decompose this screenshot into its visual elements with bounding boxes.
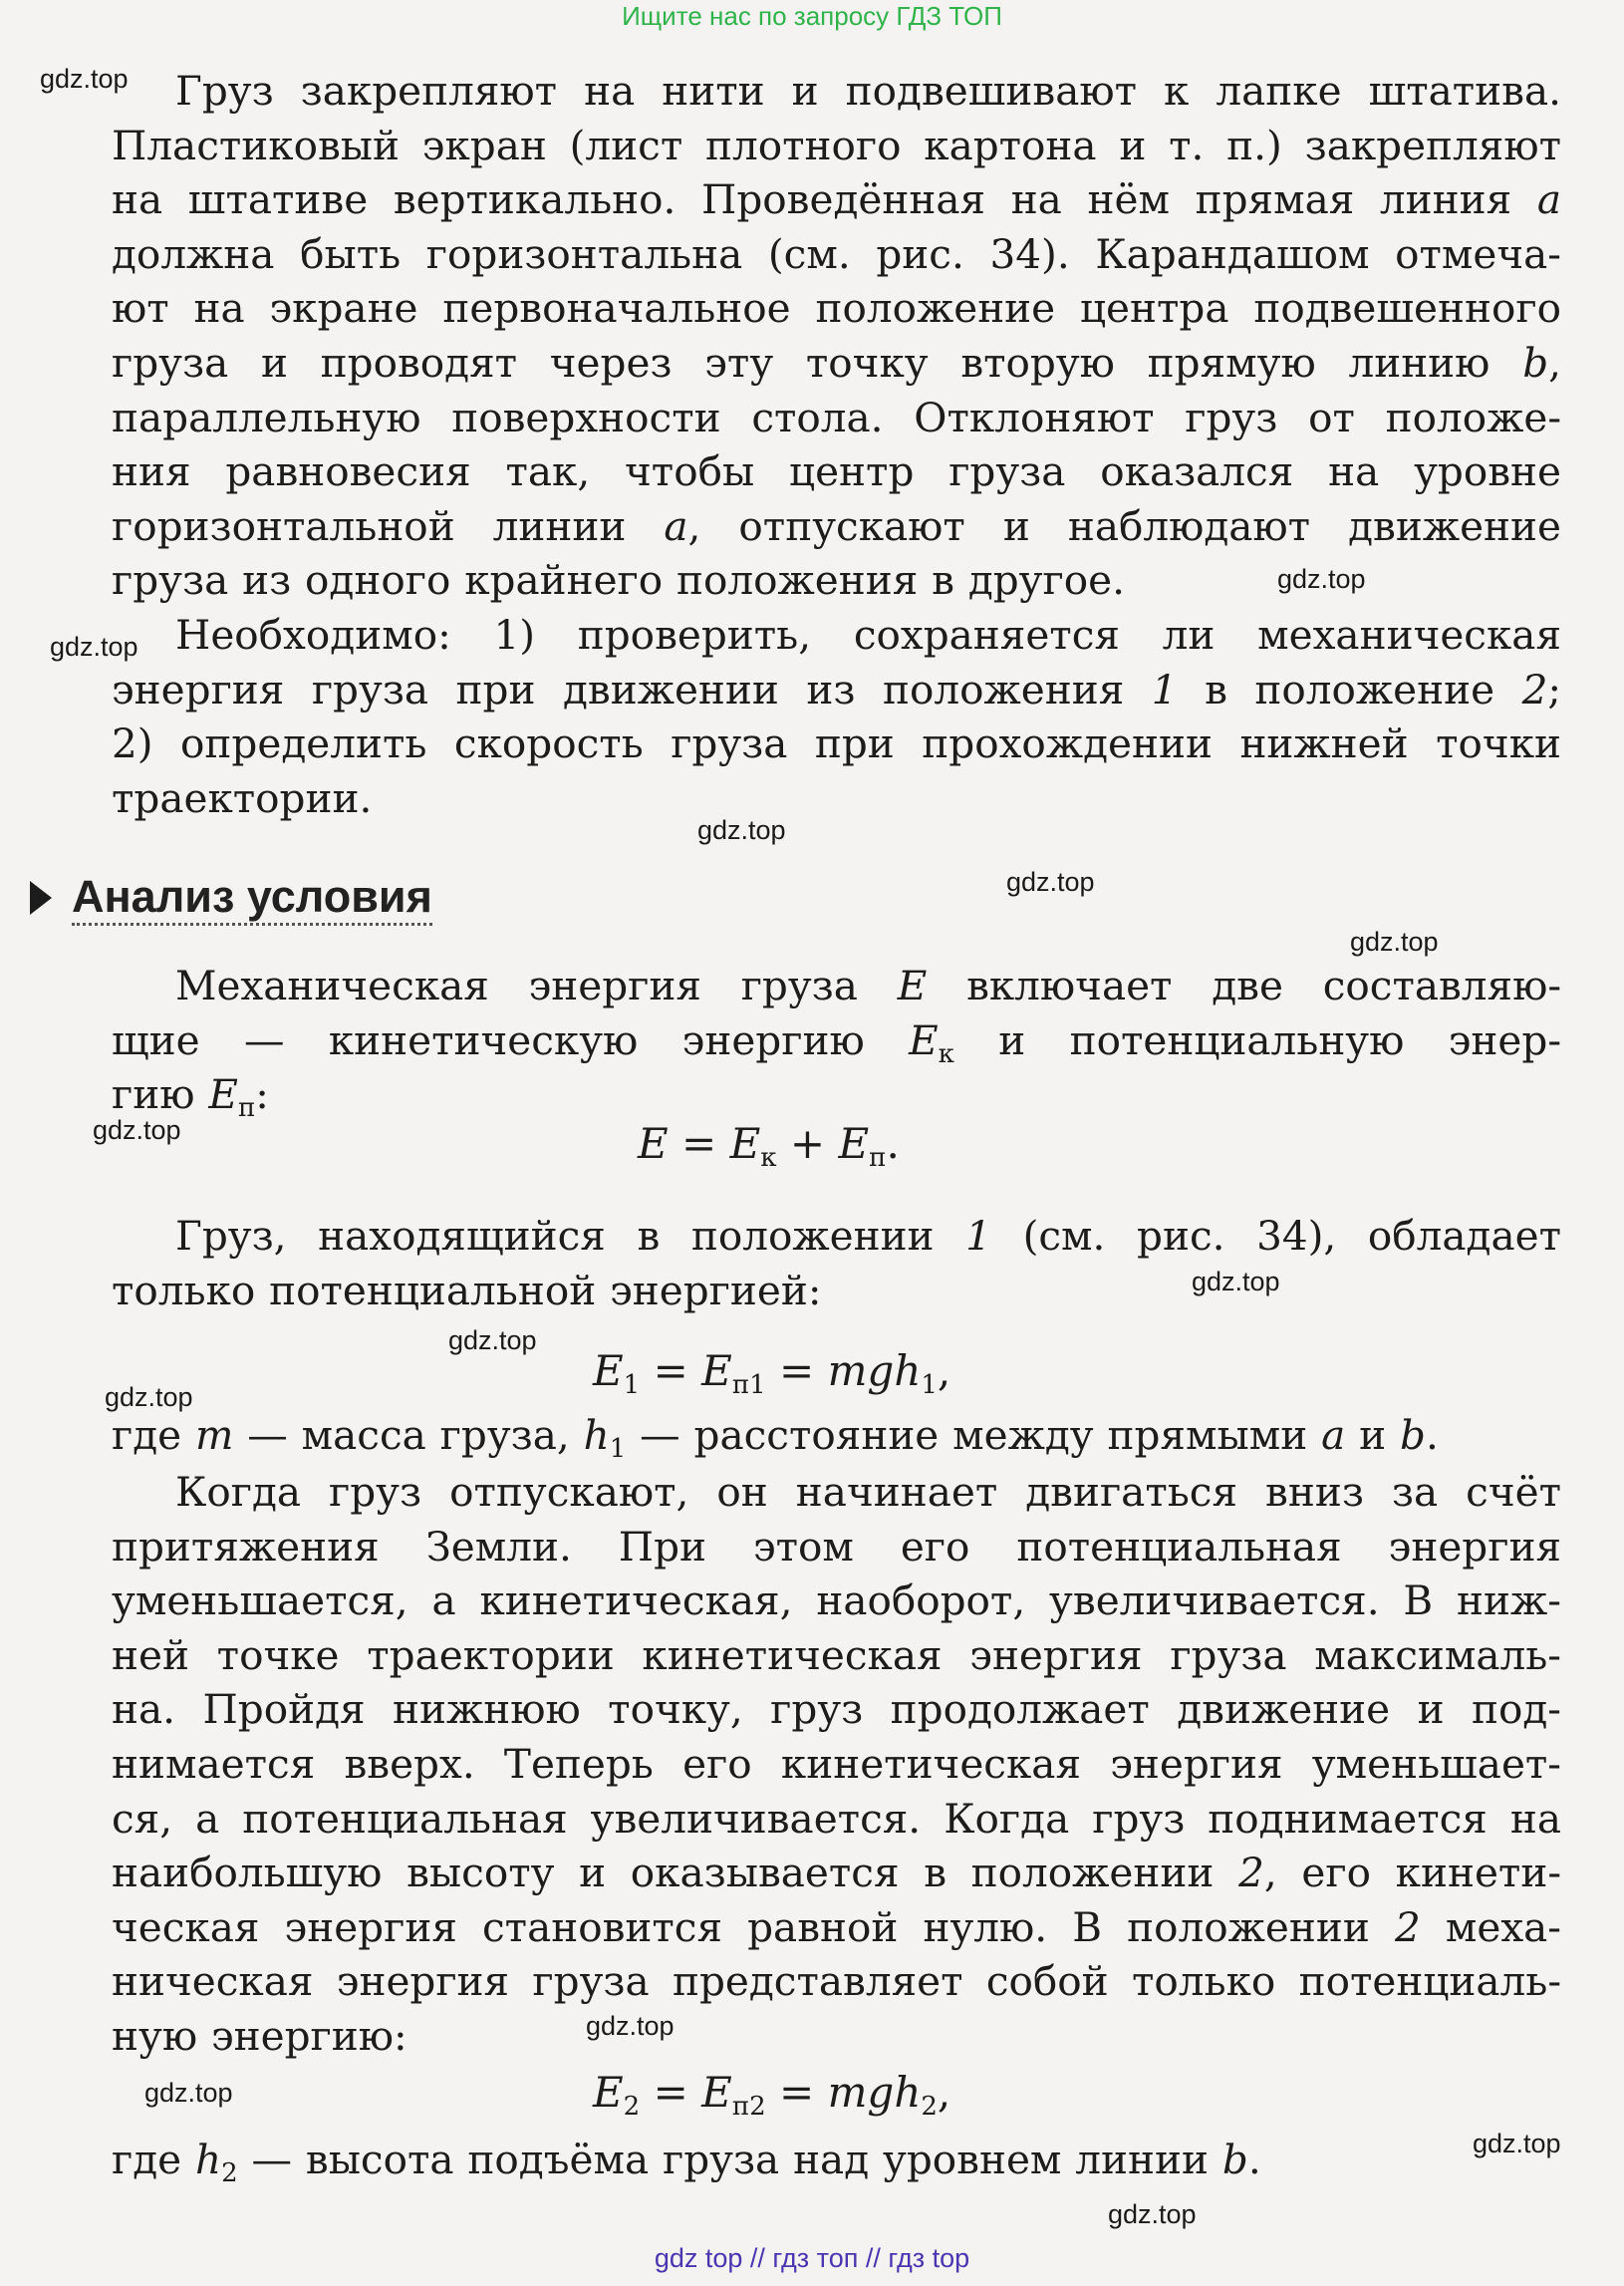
watermark: gdz.top [1473,2129,1561,2158]
watermark: gdz.top [586,2011,675,2041]
text-line: Пластиковый экран (лист плотного картона и т. п.) закрепляют [112,121,1561,169]
paragraph-setup [112,64,1561,608]
paragraph-position-1 [112,1209,1561,1317]
text-line: на штативе вертикально. Проведённая на нём прямая линия a [112,175,1561,224]
text-line: горизонтальной линии a, отпускают и наблюдают движение [112,501,1561,550]
watermark: gdz.top [1006,867,1095,897]
watermark: gdz.top [105,1382,193,1412]
text-line: Когда груз отпускают, он начинает двигаться вниз за счёт [175,1468,1561,1516]
text-line: должна быть горизонтальна (см. рис. 34). Карандашом отмеча- [112,229,1561,278]
formula-position-1: $E_1 = E_{п1} = mgh_1$, [593,1346,951,1400]
text-line: Механическая энергия груза E включает две составляю- [175,962,1562,1009]
text-line: Груз, находящийся в положении 1 (см. рис. 34), обладает [175,1212,1562,1260]
formula-total-energy: $E = E_к + E_п$. [638,1119,900,1173]
text-line: груза из одного крайнего положения в другое. [112,556,1125,605]
watermark: gdz.top [697,815,786,845]
paragraph-where-2 [112,2133,1561,2187]
text-line: Необходимо: 1) проверить, сохраняется ли механическая [175,611,1561,659]
formula-position-2: $E_2 = E_{п2} = mgh_2$, [593,2068,951,2122]
top-banner[interactable]: Ищите нас по запросу ГДЗ ТОП [622,1,1002,31]
text-line: 2) определить скорость груза при прохождении нижней точки [112,719,1561,768]
text-line: ния равновесия так, чтобы центр груза оказался на уровне [112,447,1561,496]
triangle-bullet-icon [30,881,52,915]
watermark: gdz.top [1108,2199,1197,2229]
text-line: ническая энергия груза представляет собой только потенциаль- [112,1957,1561,2006]
section-heading [30,868,432,928]
text-line: щие — кинетическую энергию $E_к$ и потенциальную энер- [112,1015,1562,1069]
text-line: только потенциальной энергией: [112,1266,822,1314]
watermark: gdz.top [50,632,138,662]
text-line: наибольшую высоту и оказывается в положении 2, его кинети- [112,1849,1562,1897]
text-line: ся, а потенциальная увеличивается. Когда груз поднимается на [112,1794,1561,1843]
text-line: ческая энергия становится равной нулю. В положении 2 меха- [112,1902,1561,1951]
text-line: груза и проводят через эту точку вторую прямую линию b, [112,338,1562,387]
text-line: где m — масса груза, $h_1$ — расстояние между прямыми a и b. [112,1411,1439,1464]
text-line: энергия груза при движении из положения 1 в положение 2; [112,665,1562,714]
heading-text: Анализ условия [72,871,432,926]
watermark: gdz.top [40,64,129,94]
text-line: где $h_2$ — высота подъёма груза над уровнем линии b. [112,2136,1261,2188]
footer-links[interactable]: gdz top // гдз топ // гдз top [654,2243,970,2273]
text-line: Груз закрепляют на нити и подвешивают к лапке штатива. [175,67,1561,115]
text-line: на. Пройдя нижнюю точку, груз продолжает движение и под- [112,1685,1561,1734]
text-line: траектории. [112,773,373,822]
watermark: gdz.top [1192,1267,1280,1296]
text-line: уменьшается, а кинетическая, наоборот, увеличивается. В ниж- [112,1576,1561,1625]
text-line: притяжения Земли. При этом его потенциальная энергия [112,1522,1561,1571]
text-line: нимается вверх. Теперь его кинетическая энергия уменьшает- [112,1739,1561,1788]
text-line: параллельную поверхности стола. Отклоняют груз от положе- [112,393,1561,441]
watermark: gdz.top [144,2078,233,2108]
watermark: gdz.top [93,1115,181,1145]
paragraph-where-1 [112,1408,1561,1463]
text-line: гию $E_п$: [112,1070,269,1124]
text-line: ней точке траектории кинетическая энергия груза максималь- [112,1630,1561,1679]
watermark: gdz.top [1350,927,1439,957]
text-line: ют на экране первоначальное положение центра подвешенного [112,284,1561,333]
text-line: ную энергию: [112,2011,407,2060]
paragraph-task [112,608,1561,825]
watermark: gdz.top [448,1325,537,1355]
paragraph-motion [112,1465,1561,2064]
watermark: gdz.top [1277,564,1366,594]
paragraph-energy [112,959,1561,1122]
